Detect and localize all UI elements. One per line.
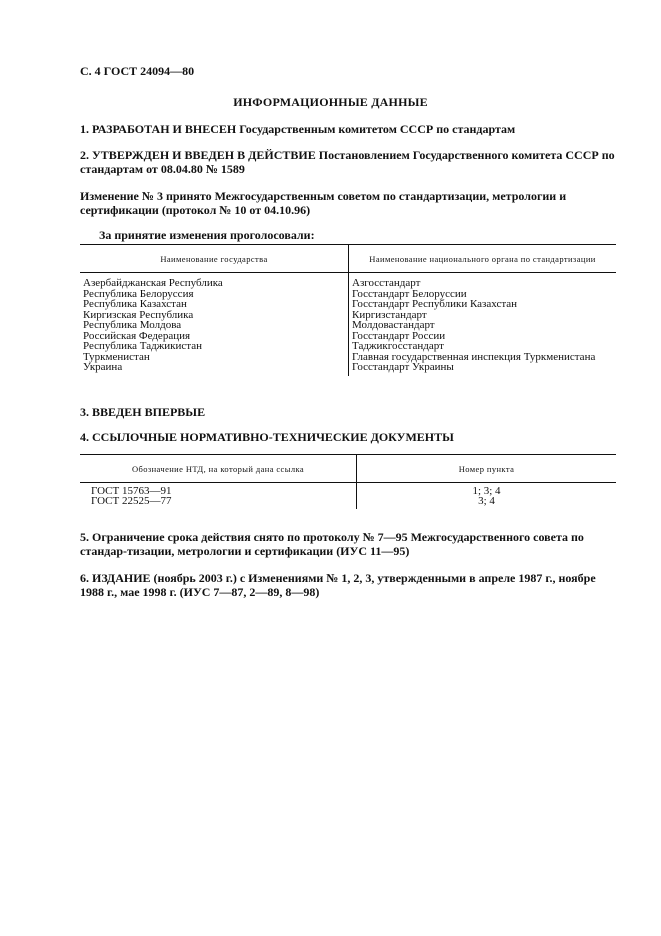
reference-doc: ГОСТ 15763—91	[91, 485, 172, 497]
reference-point: 1; 3; 4	[472, 485, 501, 497]
standards-body: Госстандарт Республики Казахстан	[352, 298, 518, 310]
section-title: ИНФОРМАЦИОННЫЕ ДАННЫЕ	[233, 95, 428, 109]
item-5	[80, 530, 616, 558]
reference-table-header-doc: Обозначение НТД, на который дана ссылка	[80, 455, 357, 483]
item-5-number: 5.	[80, 530, 89, 544]
reference-docs-column	[80, 483, 357, 510]
voting-table-header-body: Наименование национального органа по стандартизации	[349, 245, 617, 273]
standards-body: Госстандарт Белоруссии	[352, 287, 467, 300]
voting-table-header-state: Наименование государства	[80, 245, 349, 273]
item-4-text: ССЫЛОЧНЫЕ НОРМАТИВНО-ТЕХНИЧЕСКИЕ ДОКУМЕНТЫ	[92, 430, 454, 444]
amendment-note: Изменение № 3 принято Межгосударственным советом по стандартизации, метрологии и сертификации (протокол № 10 от 04.10.96)	[80, 189, 567, 217]
reference-table	[80, 454, 616, 509]
item-2-text: УТВЕРЖДЕН И ВВЕДЕН В ДЕЙСТВИЕ Постановлением Государственного комитета СССР по стандартам от 08.04.80 № 1589	[80, 148, 615, 176]
reference-doc: ГОСТ 22525—77	[91, 495, 172, 507]
standards-body: Таджикгосстандарт	[352, 340, 444, 352]
item-1-number: 1.	[80, 122, 89, 136]
item-1	[80, 122, 616, 136]
standards-body: Киргизстандарт	[352, 308, 427, 321]
state-name: Российская Федерация	[83, 329, 191, 342]
state-name: Республика Таджикистан	[83, 340, 202, 352]
state-name: Украина	[83, 361, 123, 373]
item-1-text: РАЗРАБОТАН И ВНЕСЕН Государственным комитетом СССР по стандартам	[92, 122, 516, 136]
item-6-text: ИЗДАНИЕ (ноябрь 2003 г.) с Изменениями № 1, 2, 3, утвержденными в апреле 1987 г., ноябре 1988 г., мае 1998 г. (ИУС 7—87, 2—89, 8—98)	[80, 571, 596, 599]
reference-table-header-point: Номер пункта	[357, 455, 617, 483]
item-6-number: 6.	[80, 571, 89, 585]
standards-body: Главная государственная инспекция Туркменистана	[352, 350, 596, 363]
item-3-text: ВВЕДЕН ВПЕРВЫЕ	[92, 405, 206, 419]
item-2-number: 2.	[80, 148, 89, 162]
item-4-number: 4.	[80, 430, 89, 444]
item-4	[80, 430, 616, 444]
item-2	[80, 148, 616, 176]
item-6	[80, 571, 616, 599]
state-name: Туркменистан	[83, 350, 150, 363]
item-3	[80, 405, 616, 419]
item-3-number: 3.	[80, 405, 89, 419]
voting-table-states-column	[80, 273, 349, 376]
item-5-text: Ограничение срока действия снято по протоколу № 7—95 Межгосударственного совета по стандар-тизации, метрологии и сертификации (ИУС 11—95)	[80, 530, 584, 558]
reference-point: 3; 4	[478, 495, 495, 507]
standards-body: Молдовастандарт	[352, 319, 435, 331]
standards-body: Госстандарт Украины	[352, 361, 454, 373]
voting-table	[80, 244, 616, 376]
state-name: Киргизская Республика	[83, 308, 194, 321]
state-name: Азербайджанская Республика	[83, 277, 223, 289]
page-header: С. 4 ГОСТ 24094—80	[80, 64, 195, 78]
standards-body: Госстандарт России	[352, 329, 446, 342]
voting-table-bodies-column	[349, 273, 617, 376]
reference-points-column	[357, 483, 617, 510]
state-name: Республика Казахстан	[83, 298, 187, 310]
standards-body: Азгосстандарт	[352, 277, 421, 289]
state-name: Республика Белоруссия	[83, 287, 194, 300]
state-name: Республика Молдова	[83, 319, 182, 331]
voted-label: За принятие изменения проголосовали:	[99, 228, 315, 242]
